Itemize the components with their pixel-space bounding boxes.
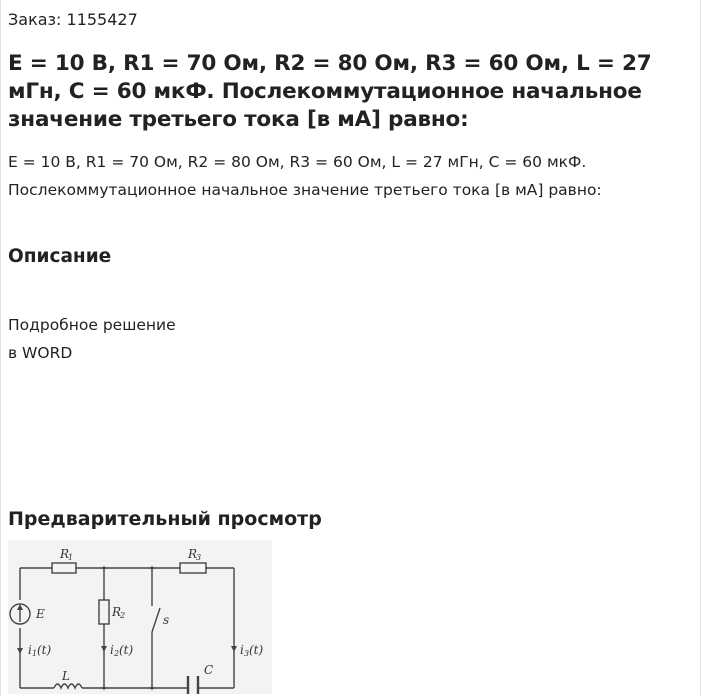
i1-t: (t) <box>37 643 52 657</box>
e-label: E <box>36 607 45 621</box>
i2-label: i <box>110 643 114 657</box>
preview-heading: Предварительный просмотр <box>8 508 322 530</box>
i3-sub: 3 <box>244 649 250 658</box>
switch-label: s <box>163 613 170 627</box>
description-body <box>8 311 176 367</box>
description-heading: Описание <box>8 246 112 267</box>
i3-t: (t) <box>249 643 264 657</box>
c-label: C <box>204 663 214 677</box>
i1-sub: 1 <box>32 649 38 658</box>
r3-sub: 3 <box>196 553 202 562</box>
page-title: E = 10 В, R1 = 70 Ом, R2 = 80 Ом, R3 = 60 Ом, L = 27 мГн, C = 60 мкФ. Послекоммутационное начальное значение третьего тока [в мА] равно: <box>8 51 652 132</box>
l-label: L <box>62 669 70 683</box>
r2-sub: 2 <box>120 611 126 620</box>
circuit-preview-image <box>8 540 272 694</box>
description-line-1: Подробное решение <box>8 316 176 334</box>
r3-label: R <box>188 547 198 561</box>
order-number: Заказ: 1155427 <box>8 10 138 29</box>
circuit-diagram <box>8 540 272 694</box>
i1-label: i <box>28 643 32 657</box>
r2-label: R <box>112 605 122 619</box>
i3-label: i <box>240 643 244 657</box>
description-line-2: в WORD <box>8 344 73 362</box>
i2-t: (t) <box>119 643 134 657</box>
problem-statement: E = 10 В, R1 = 70 Ом, R2 = 80 Ом, R3 = 60 Ом, L = 27 мГн, C = 60 мкФ. Послекоммутационное начальное значение третьего тока [в мА] равно: <box>8 153 602 199</box>
i2-sub: 2 <box>114 649 120 658</box>
r1-sub: 1 <box>68 553 74 562</box>
r1-label: R <box>60 547 70 561</box>
